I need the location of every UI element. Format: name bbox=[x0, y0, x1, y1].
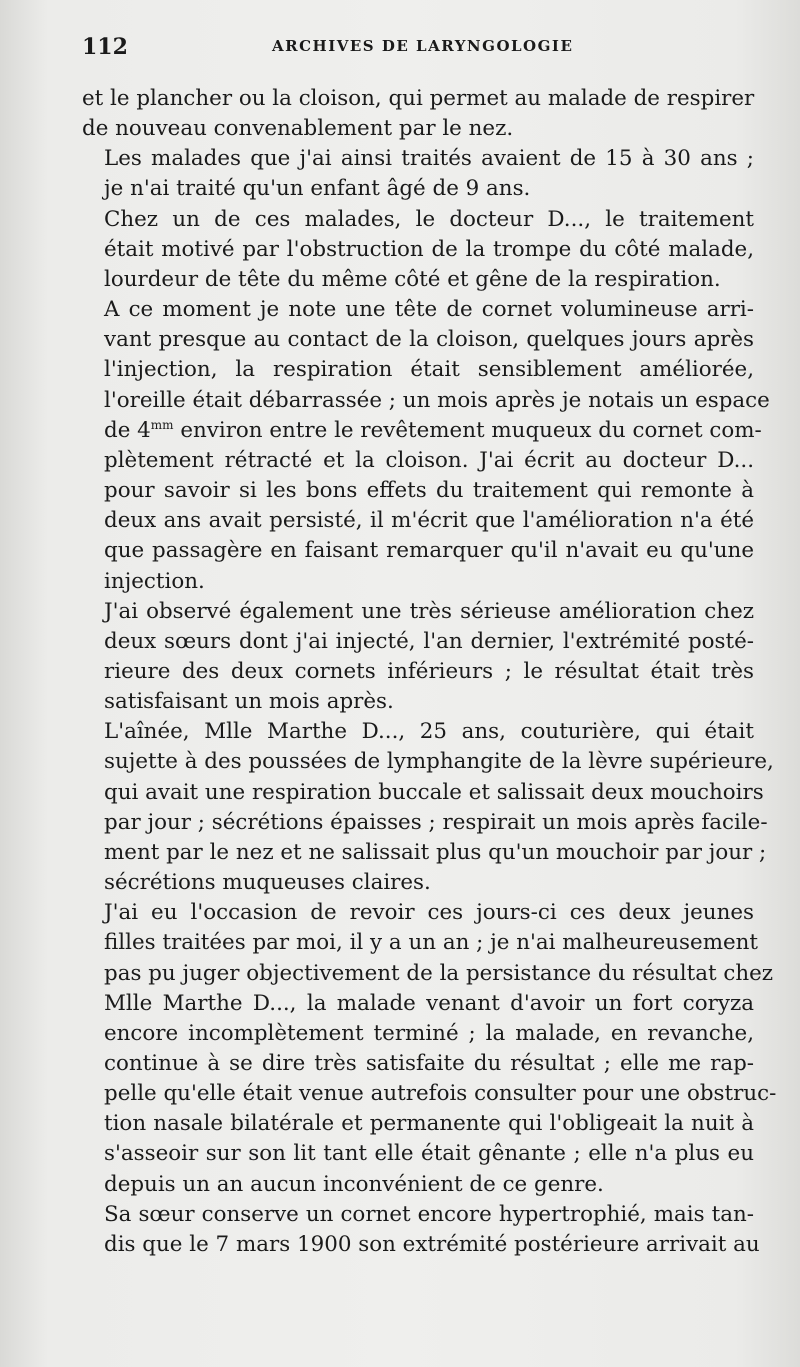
text-line: L'aînée, Mlle Marthe D..., 25 ans, couturière, qui était bbox=[104, 719, 754, 745]
paragraph bbox=[82, 898, 777, 1200]
text-line: satisfaisant un mois après. bbox=[104, 689, 394, 715]
text-line: pelle qu'elle était venue autrefois consulter pour une obstruc- bbox=[104, 1081, 777, 1107]
paragraph bbox=[82, 205, 754, 295]
body-text bbox=[82, 84, 777, 1260]
text-line: plètement rétracté et la cloison. J'ai écrit au docteur D... bbox=[104, 447, 754, 473]
text-line: de $4^{mm}$ environ entre le revêtement muqueux du cornet com- bbox=[104, 417, 762, 443]
page-number: 112 bbox=[82, 34, 128, 60]
page-header bbox=[82, 34, 762, 58]
text-line: dis que le 7 mars 1900 son extrémité postérieure arrivait au bbox=[104, 1231, 760, 1257]
running-head: ARCHIVES DE LARYNGOLOGIE bbox=[272, 37, 574, 55]
text-line: injection. bbox=[104, 568, 205, 594]
text-line: et le plancher ou la cloison, qui permet au malade de respirer bbox=[82, 86, 755, 111]
text-line: sécrétions muqueuses claires. bbox=[104, 870, 431, 896]
text-line: J'ai observé également une très sérieuse amélioration chez bbox=[104, 598, 754, 624]
paragraph bbox=[82, 144, 754, 204]
text-line: ment par le nez et ne salissait plus qu'un mouchoir par jour ; bbox=[104, 839, 767, 865]
text-line: Mlle Marthe D..., la malade venant d'avoir un fort coryza bbox=[104, 990, 754, 1016]
paragraph bbox=[82, 597, 754, 718]
paragraph bbox=[82, 295, 770, 597]
text-line: était motivé par l'obstruction de la trompe du côté malade, bbox=[104, 236, 754, 262]
text-line: qui avait une respiration buccale et salissait deux mouchoirs bbox=[104, 779, 764, 805]
text-line: l'injection, la respiration était sensiblement améliorée, bbox=[104, 357, 754, 383]
text-line: s'asseoir sur son lit tant elle était gênante ; elle n'a plus eu bbox=[104, 1141, 754, 1167]
text-line: sujette à des poussées de lymphangite de la lèvre supérieure, bbox=[104, 749, 774, 775]
text-line: par jour ; sécrétions épaisses ; respirait un mois après facile- bbox=[104, 809, 768, 835]
text-line: rieure des deux cornets inférieurs ; le résultat était très bbox=[104, 658, 754, 684]
text-line: tion nasale bilatérale et permanente qui l'obligeait la nuit à bbox=[104, 1111, 754, 1137]
text-line: que passagère en faisant remarquer qu'il n'avait eu qu'une bbox=[104, 538, 754, 564]
text-line: lourdeur de tête du même côté et gêne de la respiration. bbox=[104, 266, 721, 292]
text-line: Sa sœur conserve un cornet encore hypertrophié, mais tan- bbox=[104, 1201, 754, 1227]
text-line: pour savoir si les bons effets du traitement qui remonte à bbox=[104, 478, 754, 504]
text-line: je n'ai traité qu'un enfant âgé de 9 ans. bbox=[104, 176, 531, 202]
text-line: depuis un an aucun inconvénient de ce genre. bbox=[104, 1171, 604, 1197]
text-line: vant presque au contact de la cloison, quelques jours après bbox=[104, 327, 754, 353]
text-line: de nouveau convenablement par le nez. bbox=[82, 116, 514, 142]
paragraph bbox=[82, 1200, 760, 1260]
text-line: Chez un de ces malades, le docteur D..., le traitement bbox=[104, 206, 754, 232]
text-line: Les malades que j'ai ainsi traités avaient de 15 à 30 ans ; bbox=[104, 146, 754, 172]
text-line: deux sœurs dont j'ai injecté, l'an dernier, l'extrémité posté- bbox=[104, 628, 754, 654]
paragraph bbox=[82, 84, 754, 144]
text-line: continue à se dire très satisfaite du résultat ; elle me rap- bbox=[104, 1051, 754, 1076]
paragraph bbox=[82, 717, 774, 898]
text-line: deux ans avait persisté, il m'écrit que l'amélioration n'a été bbox=[104, 508, 754, 534]
text-line: filles traitées par moi, il y a un an ; je n'ai malheureusement bbox=[104, 930, 759, 956]
text-line: A ce moment je note une tête de cornet volumineuse arri- bbox=[104, 297, 754, 323]
text-line: encore incomplètement terminé ; la malade, en revanche, bbox=[104, 1020, 754, 1046]
text-line: pas pu juger objectivement de la persistance du résultat chez bbox=[104, 960, 774, 986]
text-line: l'oreille était débarrassée ; un mois après je notais un espace bbox=[104, 387, 770, 413]
text-line: J'ai eu l'occasion de revoir ces jours-ci ces deux jeunes bbox=[104, 900, 754, 926]
